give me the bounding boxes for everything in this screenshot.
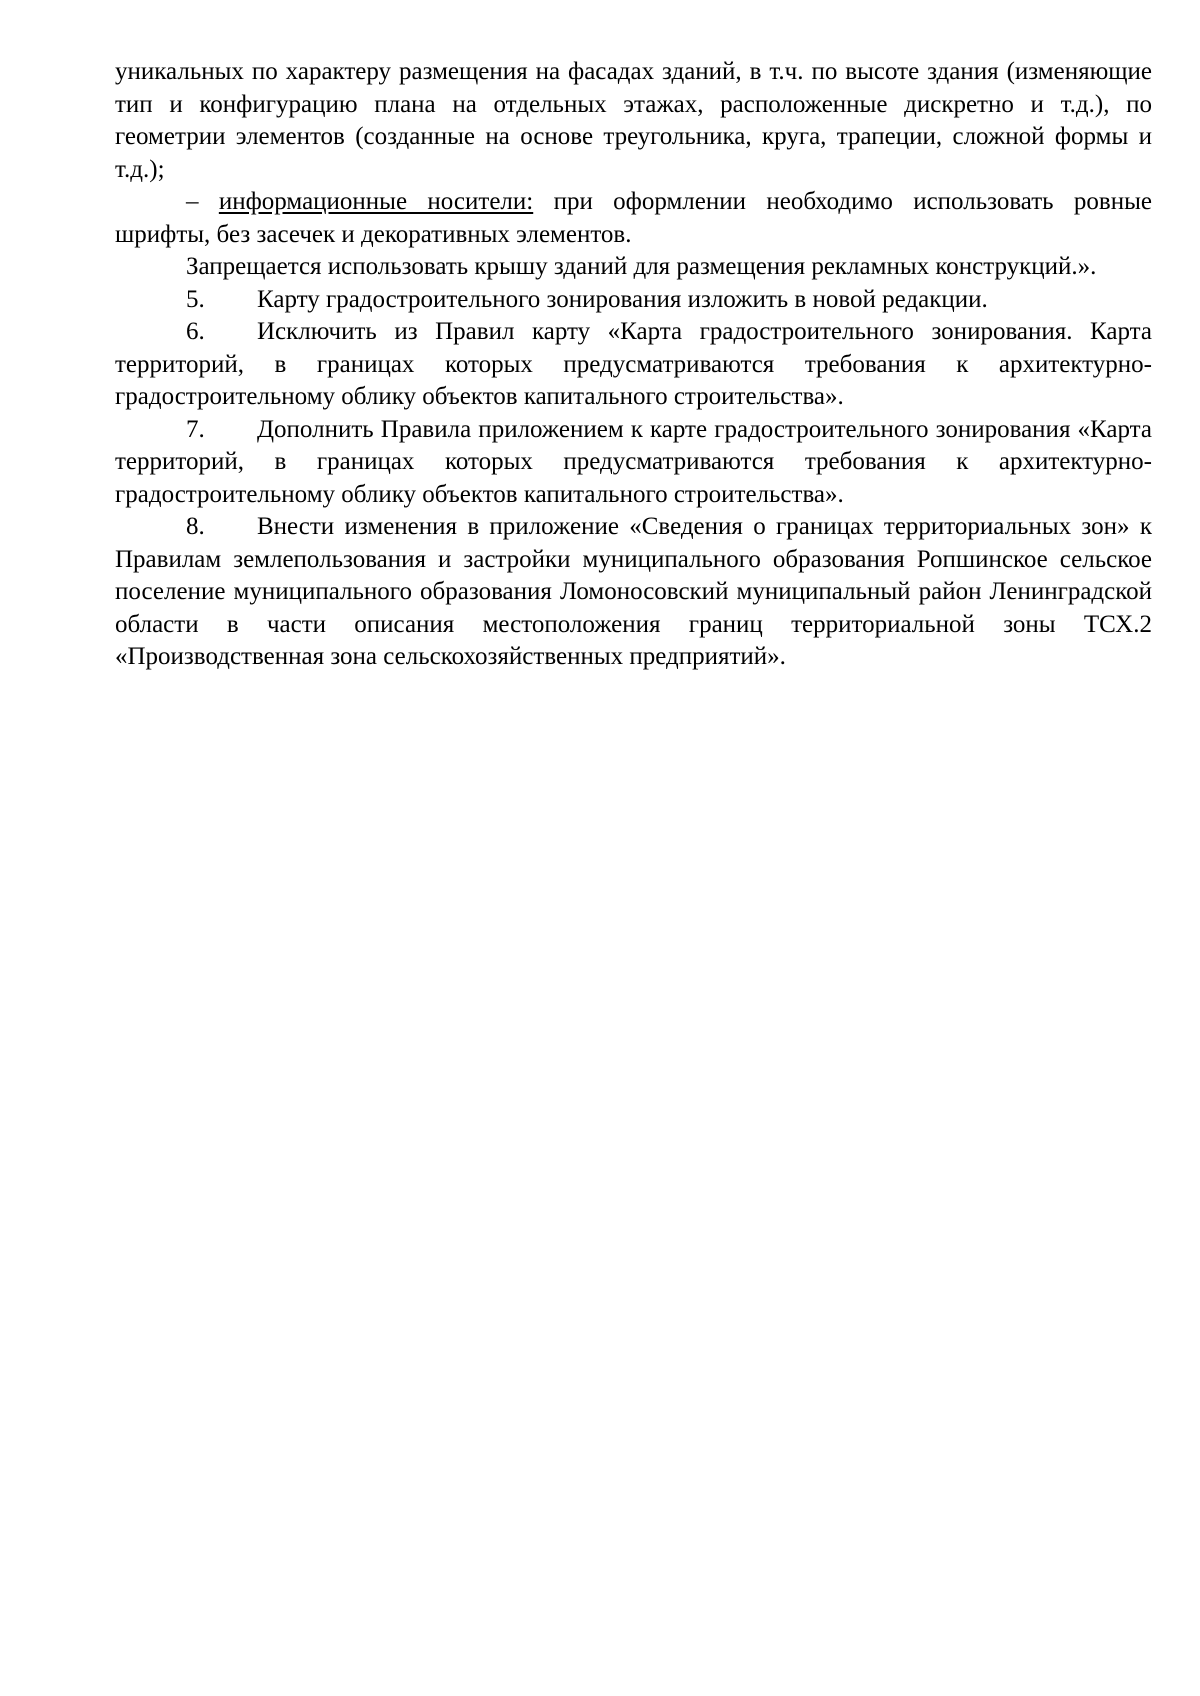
list-item-number: 8. [186,513,205,540]
prohibition-paragraph: Запрещается использовать крышу зданий для размещения рекламных конструкций.». [186,253,1097,280]
bullet-text: при оформлении необходимо использовать ровные шрифты, без засечек и декоративных элементов. [115,188,1152,248]
list-item-5 [115,284,1152,317]
list-item-number: 5. [186,285,205,313]
document-page [115,56,1152,674]
continuation-paragraph: уникальных по характеру размещения на фасадах зданий, в т.ч. по высоте здания (изменяющие тип и конфигурацию плана на отдельных этажах, расположенные дискретно и т.д.), по геометрии элементов (созданные на основе треугольника, круга, трапеции, сложной формы и т.д.); [115,58,1152,183]
list-item-8 [115,511,1152,674]
bullet-dash: – [186,188,199,215]
bullet-term: информационные носители: [218,188,534,215]
list-item-7 [115,414,1152,512]
list-item-text: Карту градостроительного зонирования изложить в новой редакции. [257,285,988,313]
list-item-6 [115,316,1152,414]
list-item-number: 7. [186,415,205,443]
list-item-text: Исключить из Правил карту «Карта градостроительного зонирования. Карта территорий, в границах которых предусматриваются требования к архитектурно-градостроительному облику объектов капитального строительства». [115,318,1152,410]
list-item-text: Дополнить Правила приложением к карте градостроительного зонирования «Карта территорий, в границах которых предусматриваются требования к архитектурно-градостроительному облику объектов капитального строительства». [115,415,1152,508]
bullet-paragraph [115,186,1152,251]
list-item-text: Внести изменения в приложение «Сведения о границах территориальных зон» к Правилам землепользования и застройки муниципального образования Ропшинское сельское поселение муниципального образования Ломоносовский муниципальный район Ленинградской области в части описания местоположения границ территориальной зоны ТСХ.2 «Производственная зона сельскохозяйственных предприятий». [115,513,1152,670]
list-item-number: 6. [186,318,205,345]
